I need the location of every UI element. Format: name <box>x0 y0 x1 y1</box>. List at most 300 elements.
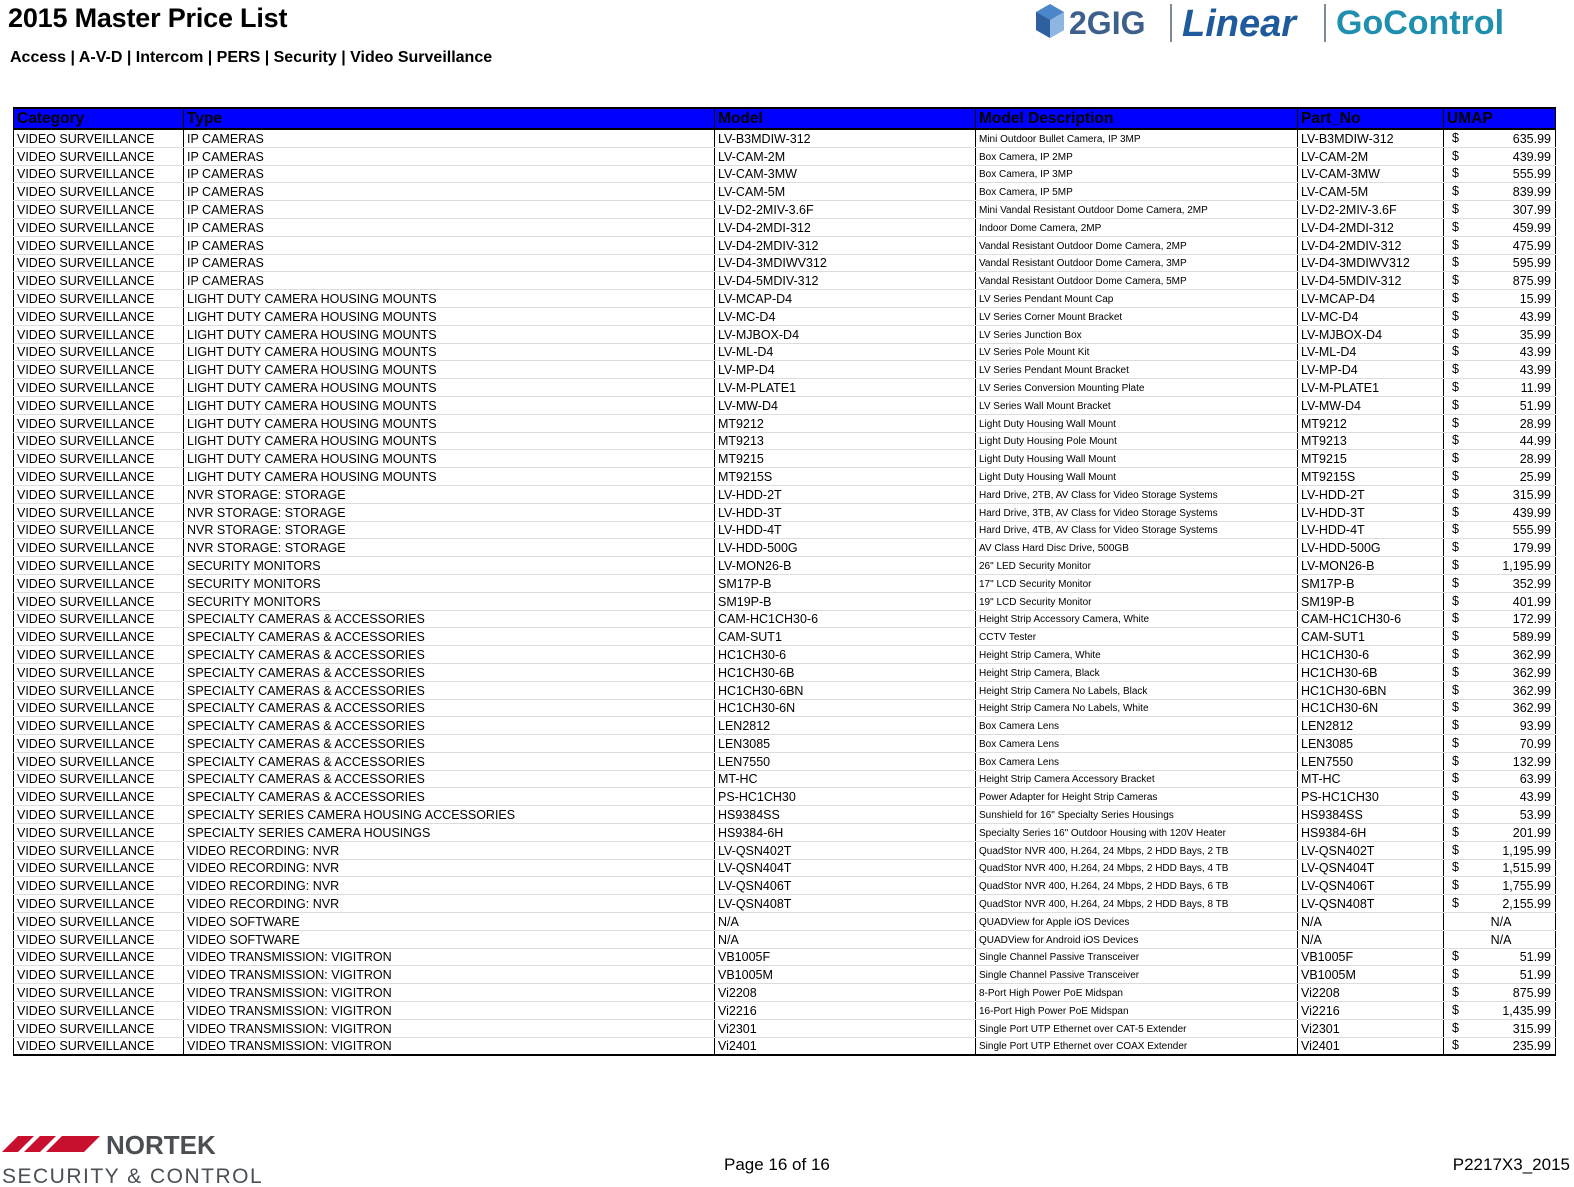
cell-category: VIDEO SURVEILLANCE <box>14 557 184 575</box>
cell-type: IP CAMERAS <box>184 254 715 272</box>
price-value: 11.99 <box>1520 380 1551 395</box>
cell-category: VIDEO SURVEILLANCE <box>14 984 184 1002</box>
table-row <box>14 824 1556 842</box>
cell-type: IP CAMERAS <box>184 236 715 254</box>
cell-description: Hard Drive, 3TB, AV Class for Video Storage Systems <box>976 503 1298 521</box>
cell-umap <box>1444 984 1556 1002</box>
currency-symbol: $ <box>1452 219 1459 234</box>
cell-umap <box>1444 539 1556 557</box>
cell-umap <box>1444 859 1556 877</box>
cell-description: Light Duty Housing Pole Mount <box>976 432 1298 450</box>
price-value: 51.99 <box>1519 950 1551 965</box>
price-value: 235.99 <box>1512 1039 1551 1054</box>
cell-umap <box>1444 218 1556 236</box>
cell-model: LEN2812 <box>715 717 976 735</box>
cell-category: VIDEO SURVEILLANCE <box>14 717 184 735</box>
currency-symbol: $ <box>1452 362 1459 377</box>
cell-umap <box>1444 165 1556 183</box>
price-value: 28.99 <box>1519 416 1551 431</box>
nortek-chevron-icon <box>2 1136 100 1152</box>
cell-umap <box>1444 414 1556 432</box>
cell-part-no: LV-MC-D4 <box>1298 307 1444 325</box>
cell-description: LV Series Junction Box <box>976 325 1298 343</box>
cell-type: SPECIALTY CAMERAS & ACCESSORIES <box>184 610 715 628</box>
price-value: 401.99 <box>1512 594 1551 609</box>
cell-umap <box>1444 147 1556 165</box>
currency-symbol: $ <box>1452 290 1459 305</box>
cell-part-no: LV-QSN404T <box>1298 859 1444 877</box>
cell-umap <box>1444 272 1556 290</box>
table-row <box>14 183 1556 201</box>
table-row <box>14 272 1556 290</box>
price-value: 595.99 <box>1512 256 1551 271</box>
cell-umap <box>1444 877 1556 895</box>
currency-symbol: $ <box>1452 540 1459 555</box>
price-value: 51.99 <box>1519 398 1551 413</box>
cell-model: LV-CAM-2M <box>715 147 976 165</box>
cell-umap <box>1444 841 1556 859</box>
table-row <box>14 770 1556 788</box>
cell-type: IP CAMERAS <box>184 218 715 236</box>
cell-category: VIDEO SURVEILLANCE <box>14 236 184 254</box>
price-value: 43.99 <box>1519 790 1551 805</box>
table-row <box>14 539 1556 557</box>
price-value: 352.99 <box>1512 576 1551 591</box>
table-row <box>14 468 1556 486</box>
cell-umap <box>1444 307 1556 325</box>
cell-description: Light Duty Housing Wall Mount <box>976 450 1298 468</box>
price-value: 589.99 <box>1512 630 1551 645</box>
column-header-umap: UMAP <box>1444 108 1556 129</box>
table-row <box>14 592 1556 610</box>
currency-symbol: $ <box>1452 824 1459 839</box>
cell-description: Single Port UTP Ethernet over COAX Extender <box>976 1037 1298 1055</box>
table-row <box>14 414 1556 432</box>
cell-description: Indoor Dome Camera, 2MP <box>976 218 1298 236</box>
cell-category: VIDEO SURVEILLANCE <box>14 681 184 699</box>
currency-symbol: $ <box>1452 842 1459 857</box>
cell-part-no: LV-HDD-500G <box>1298 539 1444 557</box>
currency-symbol: $ <box>1452 468 1459 483</box>
cell-part-no: Vi2301 <box>1298 1019 1444 1037</box>
table-row <box>14 503 1556 521</box>
currency-symbol: $ <box>1452 700 1459 715</box>
cell-description: Specialty Series 16" Outdoor Housing with 120V Heater <box>976 824 1298 842</box>
table-row <box>14 806 1556 824</box>
cell-part-no: MT-HC <box>1298 770 1444 788</box>
cell-umap <box>1444 752 1556 770</box>
table-row <box>14 841 1556 859</box>
cell-description: Height Strip Camera, Black <box>976 663 1298 681</box>
cell-type: SPECIALTY CAMERAS & ACCESSORIES <box>184 699 715 717</box>
cell-type: IP CAMERAS <box>184 272 715 290</box>
cell-description: 17" LCD Security Monitor <box>976 574 1298 592</box>
price-value: 1,195.99 <box>1502 843 1551 858</box>
table-row <box>14 877 1556 895</box>
cell-part-no: MT9215 <box>1298 450 1444 468</box>
cell-umap <box>1444 485 1556 503</box>
currency-symbol: $ <box>1452 326 1459 341</box>
cell-part-no: LV-MON26-B <box>1298 557 1444 575</box>
cell-type: SECURITY MONITORS <box>184 592 715 610</box>
cell-category: VIDEO SURVEILLANCE <box>14 290 184 308</box>
cell-model: CAM-SUT1 <box>715 628 976 646</box>
cell-type: SPECIALTY CAMERAS & ACCESSORIES <box>184 646 715 664</box>
currency-symbol: $ <box>1452 255 1459 270</box>
cell-description: Single Port UTP Ethernet over CAT-5 Extender <box>976 1019 1298 1037</box>
cell-part-no: LV-QSN402T <box>1298 841 1444 859</box>
cell-model: HC1CH30-6N <box>715 699 976 717</box>
cell-umap <box>1444 628 1556 646</box>
cell-part-no: LV-HDD-3T <box>1298 503 1444 521</box>
table-row <box>14 432 1556 450</box>
cell-description: LV Series Pole Mount Kit <box>976 343 1298 361</box>
cell-category: VIDEO SURVEILLANCE <box>14 521 184 539</box>
currency-symbol: $ <box>1452 433 1459 448</box>
cell-umap <box>1444 379 1556 397</box>
page-number: Page 16 of 16 <box>724 1155 830 1174</box>
price-value: 362.99 <box>1512 701 1551 716</box>
currency-symbol: $ <box>1452 184 1459 199</box>
cell-type: NVR STORAGE: STORAGE <box>184 539 715 557</box>
cell-type: SPECIALTY CAMERAS & ACCESSORIES <box>184 752 715 770</box>
cell-description: 8-Port High Power PoE Midspan <box>976 984 1298 1002</box>
cell-category: VIDEO SURVEILLANCE <box>14 841 184 859</box>
cell-model: LV-D4-2MDI-312 <box>715 218 976 236</box>
cell-umap <box>1444 129 1556 147</box>
cell-type: SECURITY MONITORS <box>184 574 715 592</box>
cell-type: SECURITY MONITORS <box>184 557 715 575</box>
cell-part-no: LV-D4-5MDIV-312 <box>1298 272 1444 290</box>
logo-2gig: 2GIG <box>1069 5 1146 41</box>
table-body <box>14 129 1556 1055</box>
currency-symbol: $ <box>1452 522 1459 537</box>
price-value: 51.99 <box>1519 968 1551 983</box>
cell-part-no: HC1CH30-6B <box>1298 663 1444 681</box>
cell-part-no: LEN2812 <box>1298 717 1444 735</box>
cell-part-no: HS9384-6H <box>1298 824 1444 842</box>
price-value: 15.99 <box>1519 291 1551 306</box>
cell-description: Height Strip Camera, White <box>976 646 1298 664</box>
cell-model: LV-MCAP-D4 <box>715 290 976 308</box>
cell-type: VIDEO TRANSMISSION: VIGITRON <box>184 966 715 984</box>
price-value: 201.99 <box>1512 825 1551 840</box>
cell-category: VIDEO SURVEILLANCE <box>14 770 184 788</box>
table-row <box>14 165 1556 183</box>
currency-symbol: $ <box>1452 807 1459 822</box>
cell-model: LV-HDD-500G <box>715 539 976 557</box>
cell-model: MT9212 <box>715 414 976 432</box>
cell-part-no: CAM-SUT1 <box>1298 628 1444 646</box>
cell-part-no: LV-D4-3MDIWV312 <box>1298 254 1444 272</box>
cell-description: Single Channel Passive Transceiver <box>976 948 1298 966</box>
cell-type: LIGHT DUTY CAMERA HOUSING MOUNTS <box>184 290 715 308</box>
price-value: 362.99 <box>1512 647 1551 662</box>
currency-symbol: $ <box>1452 201 1459 216</box>
cell-category: VIDEO SURVEILLANCE <box>14 183 184 201</box>
cell-model: LV-M-PLATE1 <box>715 379 976 397</box>
cell-type: SPECIALTY CAMERAS & ACCESSORIES <box>184 681 715 699</box>
cell-description: Vandal Resistant Outdoor Dome Camera, 2MP <box>976 236 1298 254</box>
cell-type: LIGHT DUTY CAMERA HOUSING MOUNTS <box>184 432 715 450</box>
cell-umap <box>1444 1019 1556 1037</box>
table-row <box>14 325 1556 343</box>
table-row <box>14 895 1556 913</box>
cell-model: LV-QSN408T <box>715 895 976 913</box>
cell-umap <box>1444 254 1556 272</box>
cell-type: VIDEO SOFTWARE <box>184 930 715 948</box>
cell-model: CAM-HC1CH30-6 <box>715 610 976 628</box>
cell-part-no: LEN7550 <box>1298 752 1444 770</box>
cell-description: QUADView for Apple iOS Devices <box>976 913 1298 931</box>
cell-umap <box>1444 557 1556 575</box>
price-value: 1,435.99 <box>1502 1003 1551 1018</box>
table-row <box>14 966 1556 984</box>
cell-model: MT9215 <box>715 450 976 468</box>
currency-symbol: $ <box>1452 451 1459 466</box>
currency-symbol: $ <box>1452 771 1459 786</box>
cell-part-no: Vi2216 <box>1298 1002 1444 1020</box>
cell-part-no: LV-MP-D4 <box>1298 361 1444 379</box>
currency-symbol: $ <box>1452 486 1459 501</box>
cell-model: MT9215S <box>715 468 976 486</box>
cell-model: MT-HC <box>715 770 976 788</box>
cell-part-no: LV-QSN408T <box>1298 895 1444 913</box>
currency-symbol: $ <box>1452 789 1459 804</box>
cell-category: VIDEO SURVEILLANCE <box>14 165 184 183</box>
price-value: 179.99 <box>1512 541 1551 556</box>
cell-category: VIDEO SURVEILLANCE <box>14 414 184 432</box>
table-row <box>14 254 1556 272</box>
price-value: 635.99 <box>1512 131 1551 146</box>
cell-part-no: LV-MW-D4 <box>1298 396 1444 414</box>
currency-symbol: $ <box>1452 557 1459 572</box>
table-row <box>14 343 1556 361</box>
cell-model: MT9213 <box>715 432 976 450</box>
brand-logos <box>1032 0 1572 46</box>
cell-category: VIDEO SURVEILLANCE <box>14 895 184 913</box>
price-value: 875.99 <box>1512 986 1551 1001</box>
currency-symbol: $ <box>1452 718 1459 733</box>
cell-category: VIDEO SURVEILLANCE <box>14 503 184 521</box>
table-row <box>14 681 1556 699</box>
2gig-cube-icon <box>1036 4 1064 38</box>
cell-category: VIDEO SURVEILLANCE <box>14 610 184 628</box>
price-value: 2,155.99 <box>1502 897 1551 912</box>
cell-umap <box>1444 290 1556 308</box>
cell-type: SPECIALTY CAMERAS & ACCESSORIES <box>184 735 715 753</box>
price-value: 839.99 <box>1512 185 1551 200</box>
cell-category: VIDEO SURVEILLANCE <box>14 948 184 966</box>
cell-category: VIDEO SURVEILLANCE <box>14 574 184 592</box>
cell-description: Single Channel Passive Transceiver <box>976 966 1298 984</box>
price-value: 53.99 <box>1519 808 1551 823</box>
nortek-wordmark: NORTEK <box>106 1132 216 1160</box>
cell-description: Box Camera Lens <box>976 752 1298 770</box>
cell-category: VIDEO SURVEILLANCE <box>14 913 184 931</box>
currency-symbol: $ <box>1452 646 1459 661</box>
table-row <box>14 735 1556 753</box>
cell-part-no: VB1005M <box>1298 966 1444 984</box>
column-header-category: Category <box>14 108 184 129</box>
table-row <box>14 236 1556 254</box>
cell-umap <box>1444 681 1556 699</box>
cell-category: VIDEO SURVEILLANCE <box>14 646 184 664</box>
cell-description: LV Series Wall Mount Bracket <box>976 396 1298 414</box>
cell-umap <box>1444 806 1556 824</box>
cell-category: VIDEO SURVEILLANCE <box>14 539 184 557</box>
cell-category: VIDEO SURVEILLANCE <box>14 254 184 272</box>
currency-symbol: $ <box>1452 237 1459 252</box>
cell-part-no: LV-D2-2MIV-3.6F <box>1298 201 1444 219</box>
cell-description: Power Adapter for Height Strip Cameras <box>976 788 1298 806</box>
cell-type: SPECIALTY CAMERAS & ACCESSORIES <box>184 717 715 735</box>
cell-category: VIDEO SURVEILLANCE <box>14 450 184 468</box>
price-value: 44.99 <box>1519 434 1551 449</box>
cell-part-no: PS-HC1CH30 <box>1298 788 1444 806</box>
currency-symbol: $ <box>1452 308 1459 323</box>
column-header-type: Type <box>184 108 715 129</box>
cell-type: LIGHT DUTY CAMERA HOUSING MOUNTS <box>184 414 715 432</box>
price-value: 28.99 <box>1519 452 1551 467</box>
price-value: 459.99 <box>1512 220 1551 235</box>
cell-description: 26" LED Security Monitor <box>976 557 1298 575</box>
table-row <box>14 485 1556 503</box>
cell-type: VIDEO TRANSMISSION: VIGITRON <box>184 948 715 966</box>
cell-description: AV Class Hard Disc Drive, 500GB <box>976 539 1298 557</box>
cell-description: Light Duty Housing Wall Mount <box>976 414 1298 432</box>
cell-umap <box>1444 1002 1556 1020</box>
cell-umap <box>1444 574 1556 592</box>
cell-part-no: N/A <box>1298 930 1444 948</box>
cell-part-no: LV-D4-2MDIV-312 <box>1298 236 1444 254</box>
cell-model: LV-CAM-3MW <box>715 165 976 183</box>
cell-category: VIDEO SURVEILLANCE <box>14 147 184 165</box>
table-row <box>14 717 1556 735</box>
cell-type: VIDEO TRANSMISSION: VIGITRON <box>184 1019 715 1037</box>
cell-umap <box>1444 201 1556 219</box>
cell-umap <box>1444 770 1556 788</box>
cell-part-no: LV-M-PLATE1 <box>1298 379 1444 397</box>
cell-model: HS9384-6H <box>715 824 976 842</box>
table-row <box>14 788 1556 806</box>
cell-model: Vi2401 <box>715 1037 976 1055</box>
table-row <box>14 699 1556 717</box>
table-row <box>14 1019 1556 1037</box>
table-row <box>14 574 1556 592</box>
cell-type: SPECIALTY CAMERAS & ACCESSORIES <box>184 628 715 646</box>
cell-umap <box>1444 432 1556 450</box>
cell-model: LV-HDD-4T <box>715 521 976 539</box>
table-row <box>14 646 1556 664</box>
table-row <box>14 361 1556 379</box>
cell-type: IP CAMERAS <box>184 129 715 147</box>
price-value: 1,195.99 <box>1502 558 1551 573</box>
table-row <box>14 557 1556 575</box>
cell-part-no: LV-HDD-4T <box>1298 521 1444 539</box>
cell-type: LIGHT DUTY CAMERA HOUSING MOUNTS <box>184 307 715 325</box>
cell-category: VIDEO SURVEILLANCE <box>14 788 184 806</box>
cell-model: LV-D2-2MIV-3.6F <box>715 201 976 219</box>
cell-type: LIGHT DUTY CAMERA HOUSING MOUNTS <box>184 361 715 379</box>
currency-symbol: $ <box>1452 896 1459 911</box>
cell-description: QuadStor NVR 400, H.264, 24 Mbps, 2 HDD Bays, 8 TB <box>976 895 1298 913</box>
cell-description: Light Duty Housing Wall Mount <box>976 468 1298 486</box>
cell-model: LV-QSN404T <box>715 859 976 877</box>
cell-part-no: LV-HDD-2T <box>1298 485 1444 503</box>
cell-description: Mini Outdoor Bullet Camera, IP 3MP <box>976 129 1298 147</box>
cell-description: QuadStor NVR 400, H.264, 24 Mbps, 2 HDD Bays, 2 TB <box>976 841 1298 859</box>
table-row <box>14 290 1556 308</box>
cell-category: VIDEO SURVEILLANCE <box>14 699 184 717</box>
currency-symbol: $ <box>1452 967 1459 982</box>
cell-model: HC1CH30-6 <box>715 646 976 664</box>
cell-category: VIDEO SURVEILLANCE <box>14 735 184 753</box>
price-value: 439.99 <box>1512 505 1551 520</box>
cell-description: Box Camera Lens <box>976 717 1298 735</box>
cell-model: N/A <box>715 913 976 931</box>
cell-part-no: LV-CAM-5M <box>1298 183 1444 201</box>
cell-category: VIDEO SURVEILLANCE <box>14 468 184 486</box>
cell-type: LIGHT DUTY CAMERA HOUSING MOUNTS <box>184 396 715 414</box>
cell-model: LV-ML-D4 <box>715 343 976 361</box>
cell-category: VIDEO SURVEILLANCE <box>14 628 184 646</box>
cell-type: IP CAMERAS <box>184 183 715 201</box>
cell-description: Box Camera, IP 5MP <box>976 183 1298 201</box>
currency-symbol: $ <box>1452 682 1459 697</box>
cell-type: VIDEO RECORDING: NVR <box>184 895 715 913</box>
cell-type: LIGHT DUTY CAMERA HOUSING MOUNTS <box>184 325 715 343</box>
cell-category: VIDEO SURVEILLANCE <box>14 877 184 895</box>
cell-description: Hard Drive, 2TB, AV Class for Video Storage Systems <box>976 485 1298 503</box>
table-row <box>14 913 1556 931</box>
table-row <box>14 201 1556 219</box>
table-row <box>14 307 1556 325</box>
currency-symbol: $ <box>1452 575 1459 590</box>
cell-type: LIGHT DUTY CAMERA HOUSING MOUNTS <box>184 468 715 486</box>
cell-model: VB1005F <box>715 948 976 966</box>
table-row <box>14 129 1556 147</box>
logo-divider <box>1170 4 1172 42</box>
currency-symbol: $ <box>1452 1020 1459 1035</box>
cell-category: VIDEO SURVEILLANCE <box>14 307 184 325</box>
cell-category: VIDEO SURVEILLANCE <box>14 966 184 984</box>
table-row <box>14 663 1556 681</box>
nortek-logo <box>0 1132 285 1187</box>
cell-umap <box>1444 1037 1556 1055</box>
cell-type: VIDEO TRANSMISSION: VIGITRON <box>184 1002 715 1020</box>
price-value: 25.99 <box>1519 469 1551 484</box>
cell-category: VIDEO SURVEILLANCE <box>14 361 184 379</box>
cell-description: QUADView for Android iOS Devices <box>976 930 1298 948</box>
cell-category: VIDEO SURVEILLANCE <box>14 1037 184 1055</box>
cell-part-no: MT9213 <box>1298 432 1444 450</box>
cell-umap <box>1444 343 1556 361</box>
cell-type: VIDEO RECORDING: NVR <box>184 841 715 859</box>
cell-model: LV-B3MDIW-312 <box>715 129 976 147</box>
cell-description: LV Series Pendant Mount Bracket <box>976 361 1298 379</box>
currency-symbol: $ <box>1452 415 1459 430</box>
cell-model: LV-D4-3MDIWV312 <box>715 254 976 272</box>
cell-type: LIGHT DUTY CAMERA HOUSING MOUNTS <box>184 379 715 397</box>
logo-gocontrol: GoControl <box>1336 4 1505 42</box>
currency-symbol: $ <box>1452 664 1459 679</box>
price-value: 172.99 <box>1512 612 1551 627</box>
cell-umap <box>1444 450 1556 468</box>
price-value: 43.99 <box>1519 345 1551 360</box>
cell-part-no: VB1005F <box>1298 948 1444 966</box>
cell-part-no: LV-QSN406T <box>1298 877 1444 895</box>
